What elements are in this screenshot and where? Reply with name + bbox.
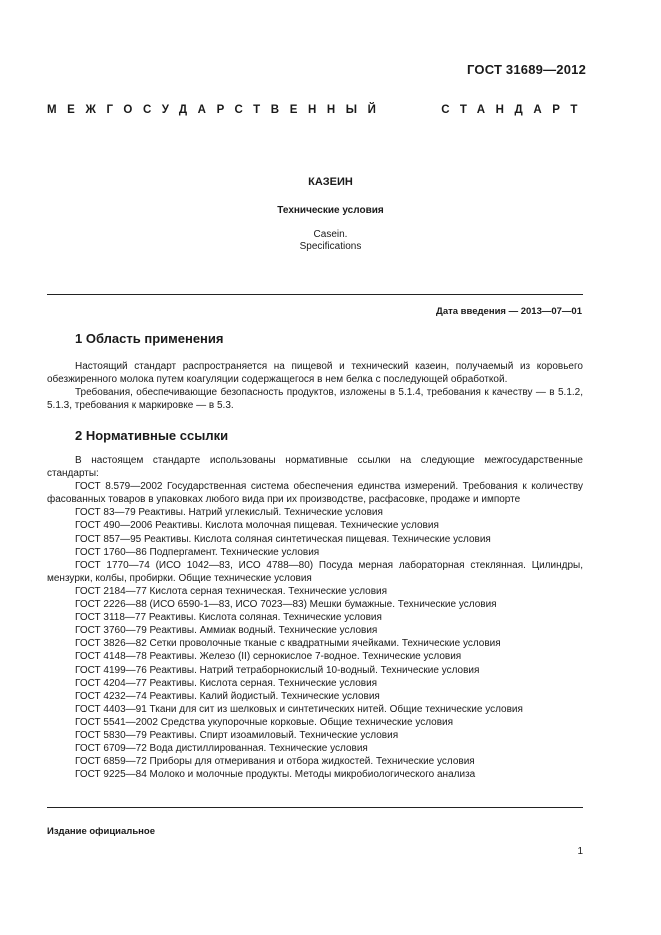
gost-number: ГОСТ 31689—2012: [467, 62, 586, 77]
reference-item: ГОСТ 4232—74 Реактивы. Калий йодистый. Технические условия: [75, 690, 380, 702]
section-1-paragraph-1: Настоящий стандарт распространяется на пищевой и технический казеин, получаемый из коровьего обезжиренного молока путем коагуляции содержащегося в нем белка с последующей обработкой.: [47, 361, 583, 386]
references-intro: В настоящем стандарте использованы нормативные ссылки на следующие межгосударственные стандарты:: [47, 455, 583, 480]
bottom-divider: [47, 807, 583, 808]
reference-item: ГОСТ 2226—88 (ИСО 6590-1—83, ИСО 7023—83) Мешки бумажные. Технические условия: [75, 599, 497, 611]
english-title: Casein.: [313, 229, 348, 240]
reference-item: ГОСТ 4403—91 Ткани для сит из шелковых и синтетических нитей. Общие технические условия: [75, 703, 523, 715]
reference-item: ГОСТ 857—95 Реактивы. Кислота соляная синтетическая пищевая. Технические условия: [75, 533, 491, 545]
reference-item: ГОСТ 6859—72 Приборы для отмеривания и отбора жидкостей. Технические условия: [75, 756, 475, 768]
document-title: КАЗЕИН: [308, 176, 353, 188]
page-number: 1: [577, 846, 583, 857]
english-subtitle: Specifications: [299, 241, 362, 252]
standard-type-left: МЕЖГОСУДАРСТВЕННЫЙ: [47, 104, 387, 116]
reference-item: ГОСТ 2184—77 Кислота серная техническая. Технические условия: [75, 585, 388, 597]
section-1-paragraph-2: Требования, обеспечивающие безопасность продуктов, изложены в 5.1.4, требования к качеству — в 5.1.2, 5.1.3, требования к маркировке — в 5.3.: [47, 387, 583, 412]
document-subtitle: Технические условия: [277, 205, 384, 216]
top-divider: [47, 294, 583, 295]
introduction-date: Дата введения — 2013—07—01: [436, 306, 582, 317]
reference-item: ГОСТ 5830—79 Реактивы. Спирт изоамиловый. Технические условия: [75, 729, 399, 741]
reference-item: ГОСТ 8.579—2002 Государственная система обеспечения единства измерений. Требования к количеству фасованных товаров в упаковках любого вида при их производстве, расфасовке, продаже и импорте: [47, 481, 583, 506]
references-list: [47, 454, 583, 781]
reference-item: ГОСТ 3826—82 Сетки проволочные тканые с квадратными ячейками. Технические условия: [75, 638, 501, 650]
reference-item: ГОСТ 83—79 Реактивы. Натрий углекислый. Технические условия: [75, 507, 383, 519]
reference-item: ГОСТ 9225—84 Молоко и молочные продукты. Методы микробиологического анализа: [75, 769, 476, 781]
reference-item: ГОСТ 4204—77 Реактивы. Кислота серная. Технические условия: [75, 677, 378, 689]
reference-item: ГОСТ 3118—77 Реактивы. Кислота соляная. Технические условия: [75, 612, 382, 624]
reference-item: ГОСТ 1760—86 Подпергамент. Технические условия: [75, 546, 320, 558]
reference-item: ГОСТ 6709—72 Вода дистиллированная. Технические условия: [75, 743, 368, 755]
reference-item: ГОСТ 4148—78 Реактивы. Железо (II) сернокислое 7-водное. Технические условия: [75, 651, 462, 663]
reference-item: ГОСТ 490—2006 Реактивы. Кислота молочная пищевая. Технические условия: [75, 520, 439, 532]
section-1-heading: 1 Область применения: [75, 331, 224, 346]
section-2-heading: 2 Нормативные ссылки: [75, 428, 229, 443]
standard-type-right: СТАНДАРТ: [441, 104, 588, 116]
reference-item: ГОСТ 4199—76 Реактивы. Натрий тетраборнокислый 10-водный. Технические условия: [75, 664, 480, 676]
reference-item: ГОСТ 5541—2002 Средства укупорочные корковые. Общие технические условия: [75, 716, 454, 728]
reference-item: ГОСТ 3760—79 Реактивы. Аммиак водный. Технические условия: [75, 625, 378, 637]
reference-item: ГОСТ 1770—74 (ИСО 1042—83, ИСО 4788—80) Посуда мерная лабораторная стеклянная. Цилиндры, мензурки, колбы, пробирки. Общие технические условия: [47, 559, 583, 584]
official-edition-label: Издание официальное: [47, 826, 155, 837]
